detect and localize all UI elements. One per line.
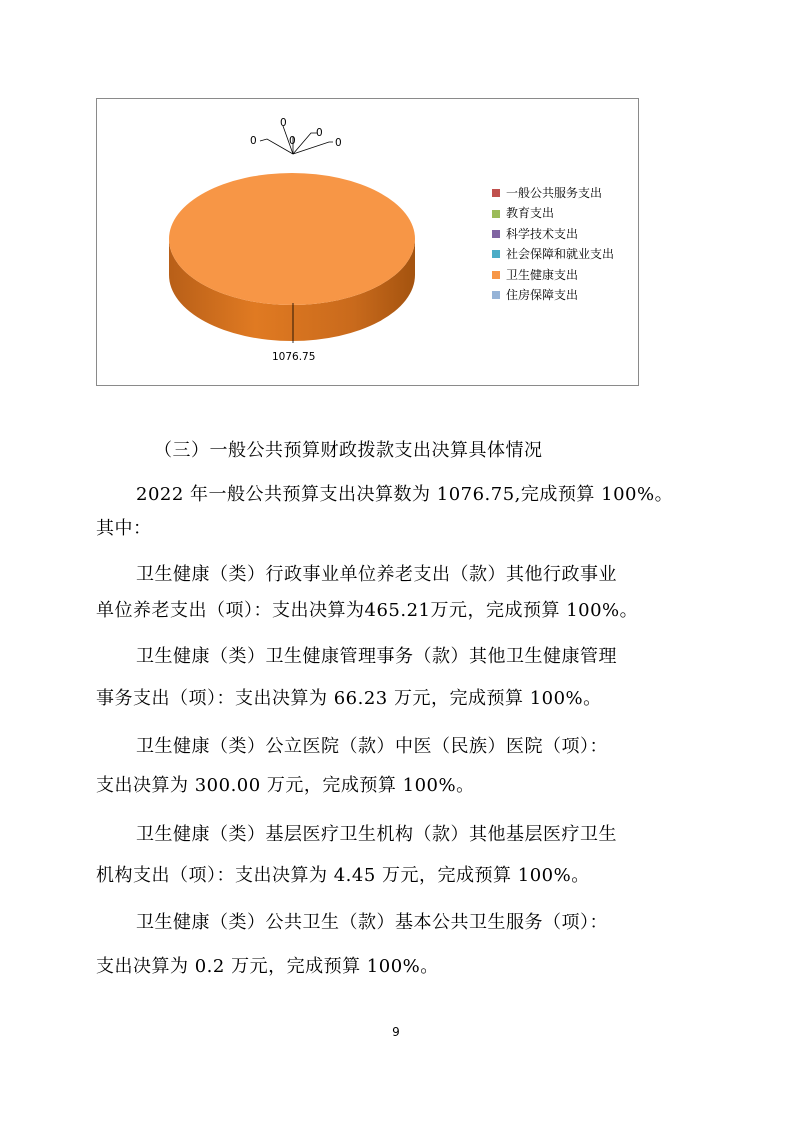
legend-item <box>492 183 637 203</box>
legend-label: 科学技术支出 <box>506 226 579 241</box>
summary-line-1: 2022 年一般公共预算支出决算数为 1076.75,完成预算 100%。 <box>136 484 674 505</box>
item5-line-1: 卫生健康（类）公共卫生（款）基本公共卫生服务（项）： <box>136 912 608 933</box>
legend-swatch <box>492 210 500 218</box>
item4-line-1: 卫生健康（类）基层医疗卫生机构（款）其他基层医疗卫生 <box>136 824 617 845</box>
item4-line-2: 机构支出（项）：支出决算为 4.45 万元，完成预算 100%。 <box>96 865 590 886</box>
legend-swatch <box>492 250 500 258</box>
legend-swatch <box>492 230 500 238</box>
item2-line-2: 事务支出（项）：支出决算为 66.23 万元，完成预算 100%。 <box>96 688 602 709</box>
data-label-zero-4: 0 <box>316 127 323 139</box>
legend-item <box>492 203 637 223</box>
page-number: 9 <box>392 1025 400 1039</box>
item1-line-1: 卫生健康（类）行政事业单位养老支出（款）其他行政事业 <box>136 564 617 585</box>
data-label-zero-3: 0 <box>289 135 296 147</box>
legend-label: 教育支出 <box>506 206 555 221</box>
item3-line-2: 支出决算为 300.00 万元，完成预算 100%。 <box>96 775 475 796</box>
pie-slice-top <box>169 173 415 305</box>
legend-label: 社会保障和就业支出 <box>506 247 615 262</box>
legend-swatch <box>492 291 500 299</box>
data-label-main: 1076.75 <box>272 351 316 363</box>
item5-line-2: 支出决算为 0.2 万元，完成预算 100%。 <box>96 956 439 977</box>
section-heading: （三）一般公共预算财政拨款支出决算具体情况 <box>154 440 543 461</box>
data-label-zero-1: 0 <box>280 117 287 129</box>
legend-swatch <box>492 189 500 197</box>
data-label-zero-5: 0 <box>335 137 342 149</box>
legend-label: 卫生健康支出 <box>506 267 579 282</box>
legend-item <box>492 285 637 305</box>
pie-chart <box>96 98 639 386</box>
legend-item <box>492 244 637 264</box>
legend-label: 住房保障支出 <box>506 288 579 303</box>
item1-line-2: 单位养老支出（项）：支出决算为465.21万元，完成预算 100%。 <box>96 600 639 621</box>
summary-line-2: 其中： <box>96 518 152 539</box>
legend-label: 一般公共服务支出 <box>506 186 603 200</box>
item3-line-1: 卫生健康（类）公立医院（款）中医（民族）医院（项）： <box>136 736 608 757</box>
chart-legend <box>492 183 637 305</box>
legend-item <box>492 265 637 285</box>
item2-line-1: 卫生健康（类）卫生健康管理事务（款）其他卫生健康管理 <box>136 646 617 667</box>
data-label-zero-2: 0 <box>250 135 257 147</box>
legend-swatch <box>492 271 500 279</box>
legend-item <box>492 224 637 244</box>
